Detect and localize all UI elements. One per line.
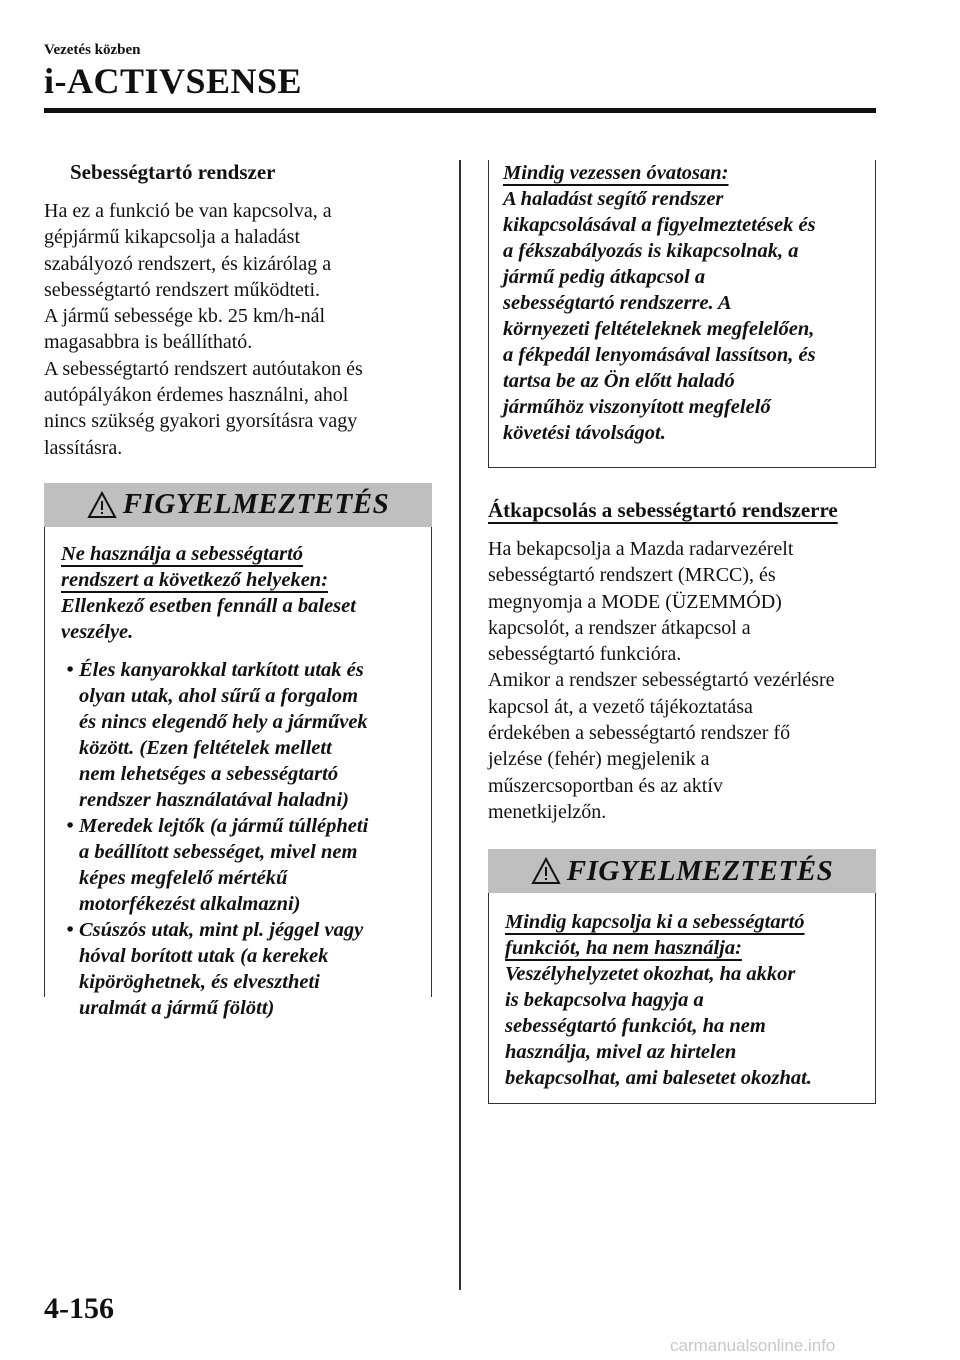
body-line: nincs szükség gyakori gyorsításra vagy [44,410,358,433]
bullet-line: rendszer használatával haladni) [79,788,349,811]
bullet-item [61,813,421,917]
bullet-line: olyan utak, ahol sűrű a forgalom [79,684,359,707]
bullet-dot: • [66,918,74,941]
warning-line: is bekapcsolva hagyja a [505,989,704,1012]
warning-box [488,849,876,1104]
body-line: Ha ez a funkció be van kapcsolva, a [44,200,332,222]
bullet-line: és nincs elegendő hely a járművek [79,710,368,733]
warning-line: Ellenkező esetben fennáll a baleset [61,594,356,617]
column-divider [459,160,461,1290]
right-heading-text: Átkapcsolás a sebességtartó rendszerre [488,498,838,522]
body-line: műszercsoportban és az aktív [488,774,723,797]
left-heading: Sebességtartó rendszer [70,160,276,184]
body-line: sebességtartó rendszert működteti. [44,278,321,301]
title-rule [44,108,876,113]
warning-title: FIGYELMEZTETÉS [122,488,390,521]
body-line: menetkijelzőn. [488,800,607,823]
warning-line: követési távolságot. [503,422,666,444]
bullet-line: a beállított sebességet, mivel nem [79,840,358,863]
underlined-line: funkciót, ha nem használja: [505,937,742,960]
body-line: magasabbra is beállítható. [44,331,253,354]
bullet-list [61,657,421,1021]
warning-triangle-icon [87,491,117,519]
bullet-dot: • [66,814,74,837]
body-line: Ha bekapcsolja a Mazda radarvezérelt [488,538,794,560]
bullet-dot: • [66,658,74,681]
bullet-line: nem lehetséges a sebességtartó [79,762,339,785]
body-line: szabályozó rendszert, és kizárólag a [44,252,332,275]
bullet-item [61,657,421,813]
body-line: jelzése (fehér) megjelenik a [488,748,710,771]
continued-warning-box [488,160,876,468]
warning-triangle-icon [531,857,561,885]
bullet-line: Meredek lejtők (a jármű túllépheti [79,814,369,837]
body-line: kapcsolót, a rendszer átkapcsol a [488,616,751,639]
body-line: sebességtartó funkcióra. [488,643,682,666]
body-line: A jármű sebessége kb. 25 km/h-nál [44,305,326,328]
warning-line: a fékpedál lenyomásával lassítson, és [503,344,816,366]
warning-box [44,483,432,1019]
warning-line: veszélye. [61,620,134,643]
body-line: megnyomja a MODE (ÜZEMMÓD) [488,590,782,613]
warning-body [44,527,432,1019]
warning-line: sebességtartó rendszerre. A [503,292,732,314]
right-column [488,160,876,1104]
warning-title: FIGYELMEZTETÉS [566,854,834,887]
page-number: 4-156 [44,1292,114,1325]
warning-text [505,909,867,1091]
body-line: autópályákon érdemes használni, ahol [44,384,349,407]
warning-lead [61,541,421,645]
warning-line: környezeti feltételeknek megfelelően, [503,318,815,340]
bullet-line: kipöröghetnek, és elvesztheti [79,970,320,993]
left-column [44,158,432,1019]
underlined-line: Mindig vezessen óvatosan: [503,162,729,184]
warning-line: jármű pedig átkapcsol a [503,266,706,288]
body-line: érdekében a sebességtartó rendszer fő [488,722,791,745]
section-label: Vezetés közben [44,42,141,58]
warning-header [44,483,432,527]
warning-line: tartsa be az Ön előtt haladó [503,370,735,392]
underlined-line: rendszert a következő helyeken: [61,568,329,591]
bullet-line: Éles kanyarokkal tarkított utak és [79,658,364,681]
underlined-line: Ne használja a sebességtartó [61,542,304,565]
body-line: sebességtartó rendszert (MRCC), és [488,564,776,587]
continued-warning-text [503,160,867,446]
right-heading [488,496,876,524]
warning-line: Veszélyhelyzetet okozhat, ha akkor [505,963,796,986]
bullet-line: között. (Ezen feltételek mellett [79,736,332,759]
right-body [488,536,876,825]
watermark: carmanualsonline.info [670,1336,836,1355]
warning-line: járműhöz viszonyított megfelelő [503,396,771,418]
bullet-line: motorfékezést alkalmazni) [79,892,301,915]
warning-line: bekapcsolhat, ami balesetet okozhat. [505,1067,812,1090]
bullet-line: Csúszós utak, mint pl. jéggel vagy [79,918,364,941]
warning-line: kikapcsolásával a figyelmeztetések és [503,214,816,236]
body-line: A sebességtartó rendszert autóutakon és [44,357,363,380]
bullet-line: képes megfelelő mértékű [79,866,288,889]
warning-header [488,849,876,893]
warning-line: sebességtartó funkciót, ha nem [505,1015,766,1038]
warning-line: használja, mivel az hirtelen [505,1041,737,1064]
warning-line: A haladást segítő rendszer [503,188,724,210]
body-line: lassításra. [44,436,123,459]
bullet-line: uralmát a jármű fölött) [79,996,275,1019]
bullet-line: hóval borított utak (a kerekek [79,944,329,967]
underlined-line: Mindig kapcsolja ki a sebességtartó [505,911,805,934]
body-line: Amikor a rendszer sebességtartó vezérlésre [488,669,835,692]
warning-line: a fékszabályozás is kikapcsolnak, a [503,240,799,262]
warning-body [488,893,876,1104]
body-line: gépjármű kikapcsolja a haladást [44,226,301,249]
left-body [44,198,432,461]
body-line: kapcsol át, a vezető tájékoztatása [488,695,753,718]
bullet-item [61,917,421,1021]
page-title: i-ACTIVSENSE [44,61,303,101]
